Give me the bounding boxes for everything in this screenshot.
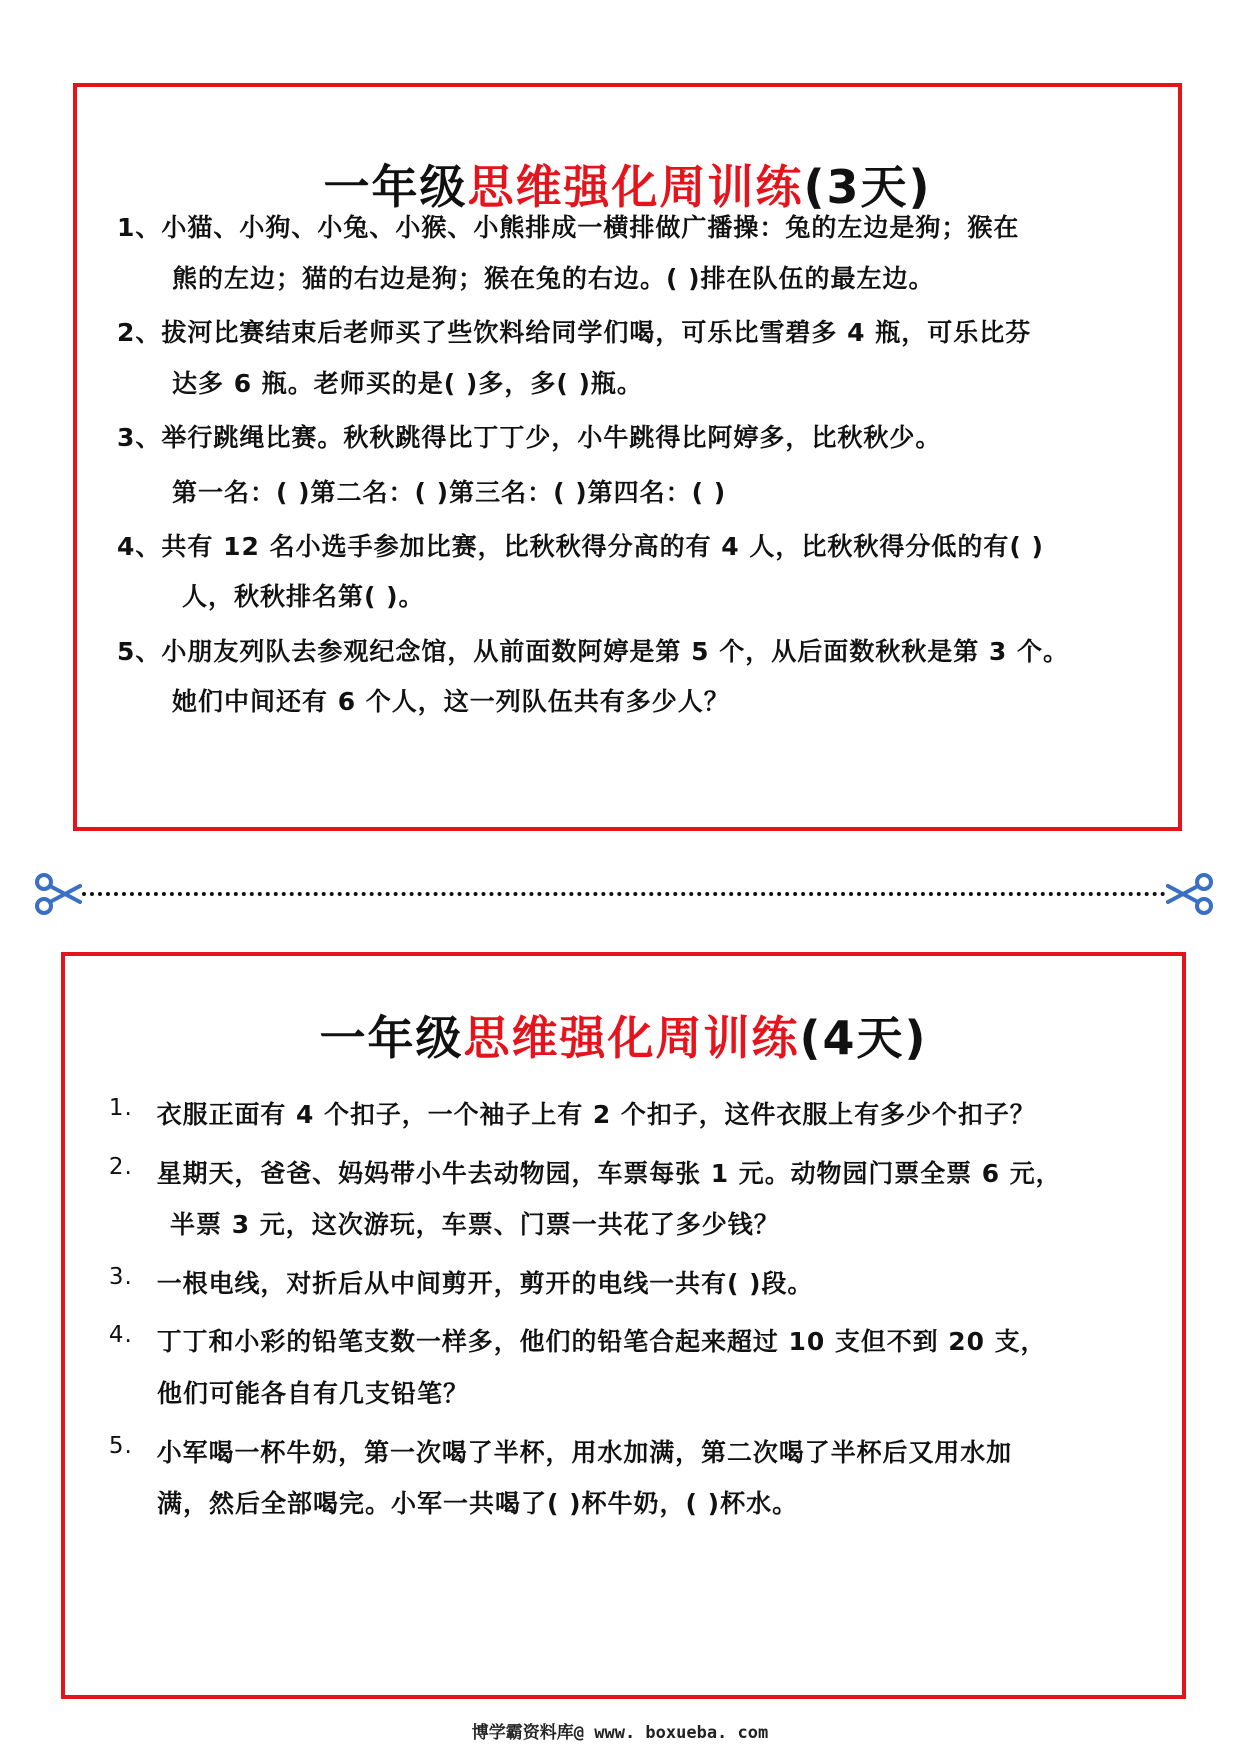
question-number: 4、 — [117, 532, 162, 561]
question-number: 2. — [108, 1154, 133, 1180]
question-3-line2: 第一名：( )第二名：( )第三名：( )第四名：( ) — [172, 478, 727, 507]
question-number: 4. — [108, 1322, 133, 1348]
question-2-line2: 达多 6 瓶。老师买的是( )多，多( )瓶。 — [172, 369, 643, 398]
title-suffix: (3天) — [803, 160, 932, 214]
question-text: 一根电线，对折后从中间剪开，剪开的电线一共有( )段。 — [156, 1269, 814, 1298]
question-number: 3. — [108, 1264, 133, 1290]
title-highlight: 思维强化周训练 — [463, 1011, 800, 1065]
question-number: 3、 — [117, 423, 162, 452]
worksheet-day4-frame — [61, 952, 1186, 1699]
question-number: 5、 — [117, 637, 162, 666]
scissors-icon — [34, 872, 82, 916]
question-text: 小朋友列队去参观纪念馆，从前面数阿婷是第 5 个，从后面数秋秋是第 3 个。 — [161, 637, 1070, 666]
question-text: 小军喝一杯牛奶，第一次喝了半杯，用水加满，第二次喝了半杯后又用水加 — [156, 1438, 1013, 1467]
scissors-icon — [1166, 872, 1214, 916]
question-4-line2: 人，秋秋排名第( )。 — [182, 582, 425, 611]
title-prefix: 一年级 — [319, 1011, 464, 1065]
question-3-line1 — [117, 418, 941, 454]
cut-line-divider — [34, 872, 1214, 916]
question-text: 共有 12 名小选手参加比赛，比秋秋得分高的有 4 人，比秋秋得分低的有( ) — [161, 532, 1044, 561]
footer-watermark: 博学霸资料库@ www. boxueba. com — [471, 1723, 769, 1743]
question-number: 2、 — [117, 318, 162, 347]
question-4-line1 — [117, 527, 1044, 563]
question-text: 衣服正面有 4 个扣子，一个袖子上有 2 个扣子，这件衣服上有多少个扣子？ — [156, 1100, 1036, 1129]
question-2-line2: 半票 3 元，这次游玩，车票、门票一共花了多少钱？ — [170, 1210, 780, 1239]
dotted-cut-line — [82, 892, 1166, 896]
question-text: 小猫、小狗、小兔、小猴、小熊排成一横排做广播操：兔的左边是狗；猴在 — [161, 213, 1020, 242]
title-highlight: 思维强化周训练 — [467, 160, 804, 214]
question-text: 星期天，爸爸、妈妈带小牛去动物园，车票每张 1 元。动物园门票全票 6 元， — [156, 1159, 1062, 1188]
question-1-line2: 熊的左边；猫的右边是狗；猴在兔的右边。( )排在队伍的最左边。 — [172, 264, 935, 293]
question-number: 5. — [108, 1433, 133, 1459]
title-suffix: (4天) — [799, 1011, 928, 1065]
question-4-line2: 他们可能各自有几支铅笔？ — [157, 1379, 470, 1408]
question-5-line2: 满，然后全部喝完。小军一共喝了( )杯牛奶，( )杯水。 — [157, 1489, 799, 1518]
worksheet-day3-frame — [73, 83, 1182, 831]
question-number: 1、 — [117, 213, 162, 242]
worksheet-day4-title — [65, 1002, 1182, 1068]
question-2-line1 — [117, 313, 1031, 349]
question-text: 拔河比赛结束后老师买了些饮料给同学们喝，可乐比雪碧多 4 瓶，可乐比芬 — [161, 318, 1032, 347]
question-text: 举行跳绳比赛。秋秋跳得比丁丁少，小牛跳得比阿婷多，比秋秋少。 — [161, 423, 942, 452]
question-text: 丁丁和小彩的铅笔支数一样多，他们的铅笔合起来超过 10 支但不到 20 支， — [156, 1327, 1047, 1356]
question-5-line2: 她们中间还有 6 个人，这一列队伍共有多少人？ — [172, 687, 730, 716]
question-number: 1. — [108, 1095, 133, 1121]
question-5-line1 — [117, 632, 1069, 668]
title-prefix: 一年级 — [323, 160, 468, 214]
question-1-line1 — [117, 208, 1019, 244]
